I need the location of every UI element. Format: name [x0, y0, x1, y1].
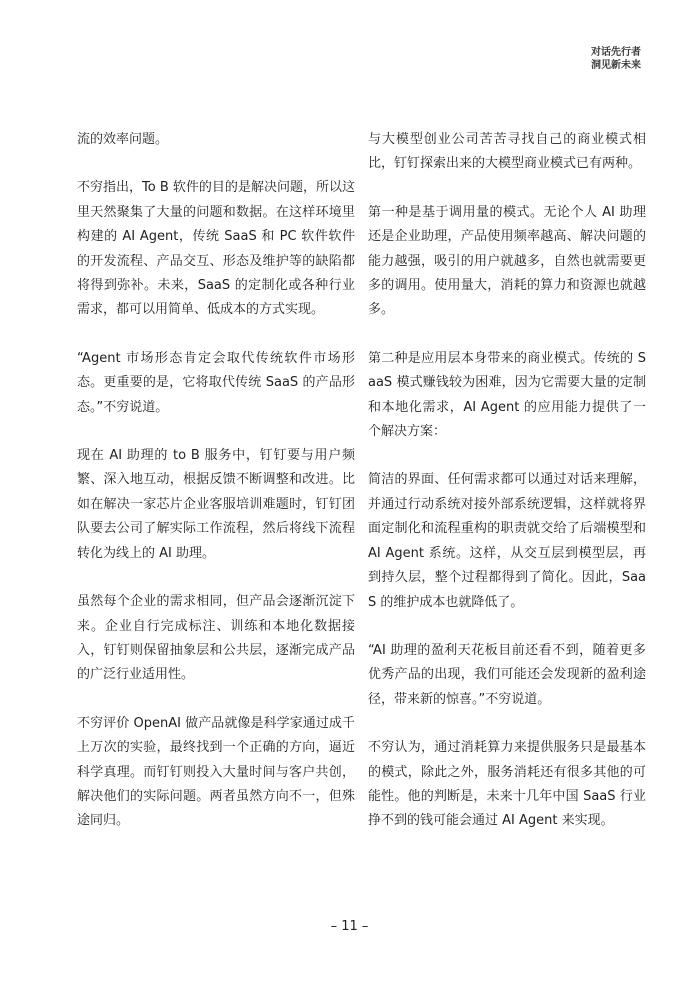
- paragraph: 流的效率问题。: [77, 132, 169, 147]
- header-tagline: [591, 46, 641, 72]
- right-column: [368, 128, 646, 858]
- paragraph: “Agent 市场形态肯定会取代传统软件市场形态。更重要的是，它将取代传统 SaaS 的产品形态。”不穷说道。: [77, 350, 355, 415]
- paragraph: 不穷评价 OpenAI 做产品就像是科学家通过成千上万次的实验，最终找到一个正确的方向，逼近科学真理。而钉钉则投入大量时间与客户共创，解决他们的实际问题。两者虽然方向不一，但殊途同归。: [77, 715, 355, 829]
- paragraph: 第二种是应用层本身带来的商业模式。传统的 SaaS 模式赚钱较为困难，因为它需要大量的定制和本地化需求，AI Agent 的应用能力提供了一个解决方案：: [368, 350, 646, 440]
- paragraph: 现在 AI 助理的 to B 服务中，钉钉要与用户频繁、深入地互动，根据反馈不断调整和改进。比如在解决一家芯片企业客服培训难题时，钉钉团队要去公司了解实际工作流程，然后将线下流程转化为线上的 AI 助理。: [77, 448, 355, 561]
- paragraph: 不穷认为，通过消耗算力来提供服务只是最基本的模式，除此之外，服务消耗还有很多其他的可能性。他的判断是，未来十几年中国 SaaS 行业挣不到的钱可能会通过 AI Agent 来实现。: [368, 740, 646, 829]
- paragraph: 与大模型创业公司苦苦寻找自己的商业模式相比，钉钉探索出来的大模型商业模式已有两种。: [368, 132, 646, 172]
- header-line-1: 对话先行者: [591, 47, 641, 58]
- paragraph: 简洁的界面、任何需求都可以通过对话来理解，并通过行动系统对接外部系统逻辑，这样就将界面定制化和流程重构的职责就交给了后端模型和 AI Agent 系统。这样，从交互层到模型层，再到持久层，整个过程都得到了简化。因此，SaaS 的维护成本也就降低了。: [368, 472, 646, 610]
- page-number: – 11 –: [330, 919, 369, 934]
- left-column: [77, 128, 355, 858]
- paragraph: 不穷指出，To B 软件的目的是解决问题，所以这里天然聚集了大量的问题和数据。在这样环境里构建的 AI Agent，传统 SaaS 和 PC 软件软件的开发流程、产品交互、形态及维护等的缺陷都将得到弥补。未来，SaaS 的定制化或各种行业需求，都可以用简单、低成本的方式实现。: [77, 180, 355, 318]
- paragraph: 虽然每个企业的需求相同，但产品会逐渐沉淀下来。企业自行完成标注、训练和本地化数据接入，钉钉则保留抽象层和公共层，逐渐完成产品的广泛行业适用性。: [77, 594, 355, 683]
- header-line-2: 洞见新未来: [591, 60, 641, 71]
- paragraph: 第一种是基于调用量的模式。无论个人 AI 助理还是企业助理，产品使用频率越高、解决问题的能力越强，吸引的用户就越多，自然也就需要更多的调用。使用量大，消耗的算力和资源也就越多。: [368, 204, 646, 318]
- paragraph: “AI 助理的盈利天花板目前还看不到，随着更多优秀产品的出现，我们可能还会发现新的盈利途径，带来新的惊喜。”不穷说道。: [368, 642, 646, 707]
